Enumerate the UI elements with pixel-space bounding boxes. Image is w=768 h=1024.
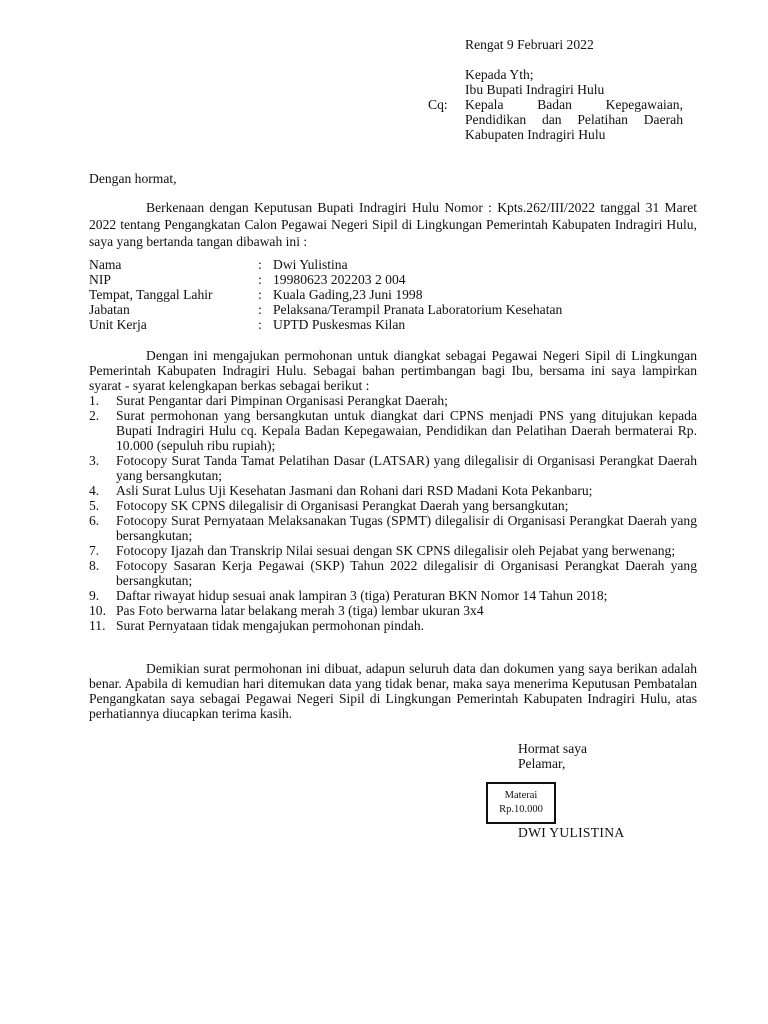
identity-colon: : bbox=[258, 287, 262, 302]
identity-label: Unit Kerja bbox=[89, 317, 147, 332]
identity-label: Nama bbox=[89, 257, 122, 272]
stamp-line-1: Materai bbox=[504, 790, 538, 801]
identity-label: Tempat, Tanggal Lahir bbox=[89, 287, 213, 302]
list-text: Fotocopy SK CPNS dilegalisir di Organisasi Perangkat Daerah yang bersangkutan; bbox=[116, 498, 569, 513]
identity-label: Jabatan bbox=[89, 302, 130, 317]
cq-label: Cq: bbox=[428, 97, 448, 112]
list-number: 2. bbox=[89, 408, 100, 423]
identity-table bbox=[89, 257, 697, 332]
list-item bbox=[89, 618, 697, 633]
signature-regards: Hormat saya bbox=[518, 741, 588, 756]
list-item bbox=[89, 393, 697, 408]
list-text: Fotocopy Sasaran Kerja Pegawai (SKP) Tahun 2022 dilegalisir di Organisasi Perangkat Daerah yang bersangkutan; bbox=[116, 558, 697, 588]
list-text: Surat permohonan yang bersangkutan untuk diangkat dari CPNS menjadi PNS yang ditujukan kepada Bupati Indragiri Hulu cq. Kepala Badan Kepegawaian, Pendidikan dan Pelatihan Daerah bermaterai Rp. 10.000 (sepuluh ribu rupiah); bbox=[116, 408, 697, 453]
identity-row bbox=[89, 317, 697, 332]
list-text: Pas Foto berwarna latar belakang merah 3 (tiga) lembar ukuran 3x4 bbox=[116, 603, 484, 618]
identity-value: Pelaksana/Terampil Pranata Laboratorium Kesehatan bbox=[273, 302, 563, 317]
cq-recipient: Kepala Badan Kepegawaian, Pendidikan dan Pelatihan Daerah Kabupaten Indragiri Hulu bbox=[465, 97, 683, 142]
requirements-list bbox=[89, 393, 697, 633]
list-number: 1. bbox=[89, 393, 100, 408]
stamp-line-2: Rp.10.000 bbox=[499, 804, 543, 815]
closing-paragraph: Demikian surat permohonan ini dibuat, adapun seluruh data dan dokumen yang saya berikan adalah benar. Apabila di kemudian hari ditemukan data yang tidak benar, maka saya menerima Keputusan Pembatalan Pengangkatan saya sebagai Pegawai Negeri Sipil di Lingkungan Pemerintah Kabupaten Indragiri Hulu, atas perhatiannya diucapkan terima kasih. bbox=[89, 661, 697, 721]
list-number: 8. bbox=[89, 558, 100, 573]
greeting: Dengan hormat, bbox=[89, 171, 177, 186]
list-number: 3. bbox=[89, 453, 100, 468]
identity-value: Kuala Gading,23 Juni 1998 bbox=[273, 287, 423, 302]
list-text: Surat Pengantar dari Pimpinan Organisasi Perangkat Daerah; bbox=[116, 393, 448, 408]
list-item bbox=[89, 498, 697, 513]
list-item bbox=[89, 603, 697, 618]
list-item bbox=[89, 513, 697, 543]
recipient-line-2: Ibu Bupati Indragiri Hulu bbox=[465, 82, 605, 97]
list-number: 4. bbox=[89, 483, 100, 498]
list-text: Fotocopy Ijazah dan Transkrip Nilai sesuai dengan SK CPNS dilegalisir oleh Pejabat yang berwenang; bbox=[116, 543, 676, 558]
list-item bbox=[89, 588, 697, 603]
identity-row bbox=[89, 272, 697, 287]
identity-value: Dwi Yulistina bbox=[273, 257, 348, 272]
identity-row bbox=[89, 287, 697, 302]
list-text: Asli Surat Lulus Uji Kesehatan Jasmani dan Rohani dari RSD Madani Kota Pekanbaru; bbox=[116, 483, 593, 498]
list-number: 11. bbox=[89, 618, 106, 633]
list-item bbox=[89, 408, 697, 453]
identity-label: NIP bbox=[89, 272, 111, 287]
request-paragraph: Dengan ini mengajukan permohonan untuk diangkat sebagai Pegawai Negeri Sipil di Lingkungan Pemerintah Kabupaten Indragiri Hulu. Sebagai bahan pertimbangan bagi Ibu, bersama ini saya lampirkan syarat - syarat kelengkapan berkas sebagai berikut : bbox=[89, 348, 697, 393]
list-item bbox=[89, 543, 697, 558]
signature-role: Pelamar, bbox=[518, 756, 566, 771]
list-number: 7. bbox=[89, 543, 100, 558]
list-number: 9. bbox=[89, 588, 100, 603]
list-item bbox=[89, 558, 697, 588]
place-date: Rengat 9 Februari 2022 bbox=[465, 37, 594, 52]
identity-value: 19980623 202203 2 004 bbox=[273, 272, 406, 287]
intro-paragraph: Berkenaan dengan Keputusan Bupati Indragiri Hulu Nomor : Kpts.262/III/2022 tanggal 31 Maret 2022 tentang Pengangkatan Calon Pegawai Negeri Sipil di Lingkungan Pemerintah Kabupaten Indragiri Hulu, saya yang bertanda tangan dibawah ini : bbox=[89, 200, 697, 249]
list-number: 10. bbox=[89, 603, 106, 618]
identity-colon: : bbox=[258, 317, 262, 332]
recipient-line-1: Kepada Yth; bbox=[465, 67, 534, 82]
signatory-name: DWI YULISTINA bbox=[518, 825, 625, 840]
identity-colon: : bbox=[258, 302, 262, 317]
stamp-box bbox=[486, 782, 556, 824]
list-item bbox=[89, 483, 697, 498]
list-text: Surat Pernyataan tidak mengajukan permohonan pindah. bbox=[116, 618, 425, 633]
identity-value: UPTD Puskesmas Kilan bbox=[273, 317, 406, 332]
list-item bbox=[89, 453, 697, 483]
identity-row bbox=[89, 302, 697, 317]
identity-colon: : bbox=[258, 257, 262, 272]
list-number: 5. bbox=[89, 498, 100, 513]
list-text: Fotocopy Surat Tanda Tamat Pelatihan Dasar (LATSAR) yang dilegalisir di Organisasi Perangkat Daerah yang bersangkutan; bbox=[116, 453, 697, 483]
list-number: 6. bbox=[89, 513, 100, 528]
list-text: Daftar riwayat hidup sesuai anak lampiran 3 (tiga) Peraturan BKN Nomor 14 Tahun 2018; bbox=[116, 588, 608, 603]
identity-row bbox=[89, 257, 697, 272]
identity-colon: : bbox=[258, 272, 262, 287]
list-text: Fotocopy Surat Pernyataan Melaksanakan Tugas (SPMT) dilegalisir di Organisasi Perangkat Daerah yang bersangkutan; bbox=[116, 513, 697, 543]
